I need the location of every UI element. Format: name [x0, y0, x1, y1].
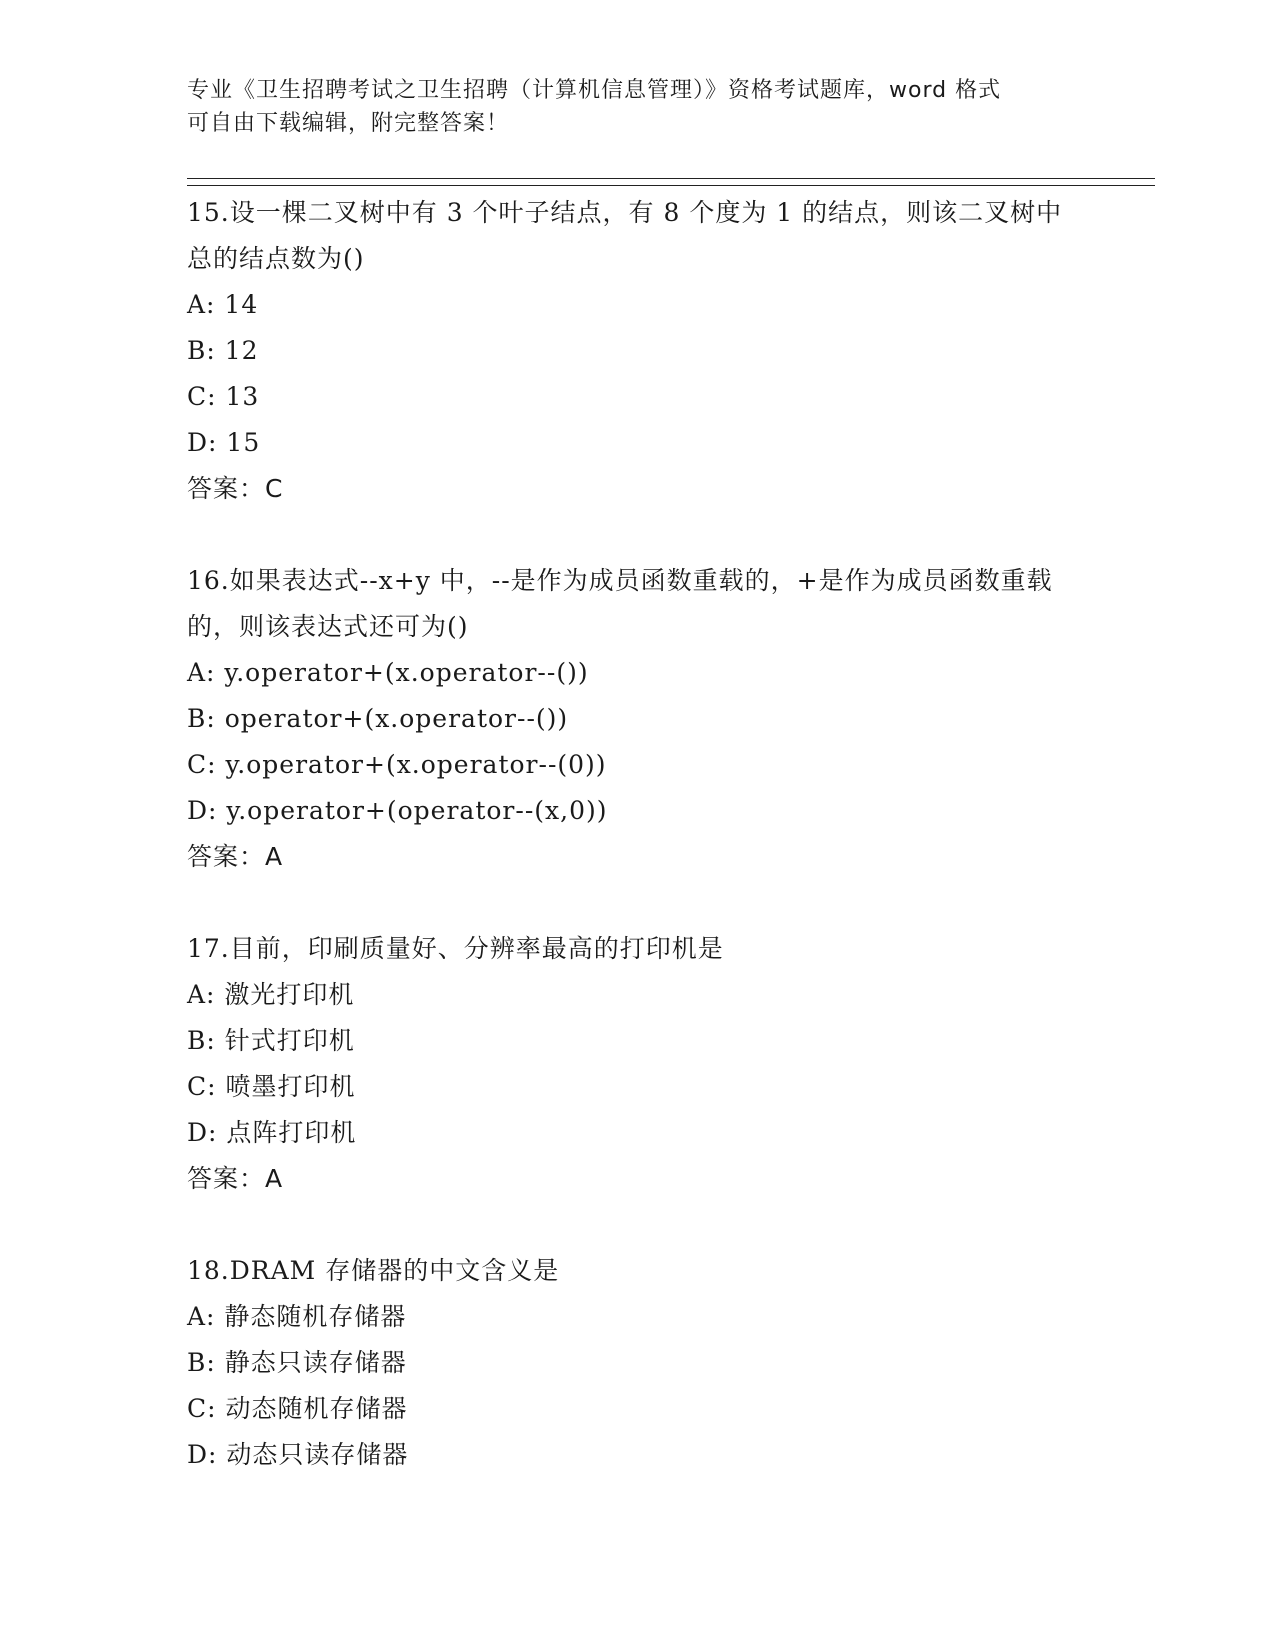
- page-header: [187, 74, 1067, 140]
- option-c: C: 喷墨打印机: [187, 1072, 356, 1101]
- option-b: B: 静态只读存储器: [187, 1348, 407, 1377]
- question-stem: 16.如果表达式--x+y 中，--是作为成员函数重载的，+是作为成员函数重载的，则该表达式还可为(): [187, 566, 1053, 641]
- question-stem: 17.目前，印刷质量好、分辨率最高的打印机是: [187, 934, 724, 963]
- answer: 答案：A: [187, 842, 284, 871]
- option-a: A: 激光打印机: [187, 980, 355, 1009]
- question-stem: 18.DRAM 存储器的中文含义是: [187, 1256, 560, 1285]
- option-b: B: operator+(x.operator--()): [187, 704, 569, 733]
- answer: 答案：A: [187, 1164, 284, 1193]
- option-c: C: y.operator+(x.operator--(0)): [187, 750, 607, 779]
- question-16: [187, 558, 1087, 880]
- option-b: B: 12: [187, 336, 259, 365]
- option-c: C: 动态随机存储器: [187, 1394, 408, 1423]
- question-15: [187, 190, 1087, 512]
- option-a: A: 14: [187, 290, 259, 319]
- header-divider: [187, 178, 1155, 186]
- option-a: A: 静态随机存储器: [187, 1302, 407, 1331]
- question-stem: 15.设一棵二叉树中有 3 个叶子结点，有 8 个度为 1 的结点，则该二叉树中总的结点数为(): [187, 198, 1063, 273]
- header-line-2: 可自由下载编辑，附完整答案！: [187, 111, 510, 136]
- option-b: B: 针式打印机: [187, 1026, 355, 1055]
- answer: 答案：C: [187, 474, 284, 503]
- header-line-1: 专业《卫生招聘考试之卫生招聘（计算机信息管理）》资格考试题库，word 格式: [187, 78, 1002, 103]
- question-list: [187, 190, 1087, 1524]
- question-18: [187, 1248, 1087, 1478]
- option-d: D: 15: [187, 428, 261, 457]
- option-c: C: 13: [187, 382, 260, 411]
- option-a: A: y.operator+(x.operator--()): [187, 658, 589, 687]
- question-17: [187, 926, 1087, 1202]
- option-d: D: 动态只读存储器: [187, 1440, 409, 1469]
- option-d: D: 点阵打印机: [187, 1118, 357, 1147]
- option-d: D: y.operator+(operator--(x,0)): [187, 796, 608, 825]
